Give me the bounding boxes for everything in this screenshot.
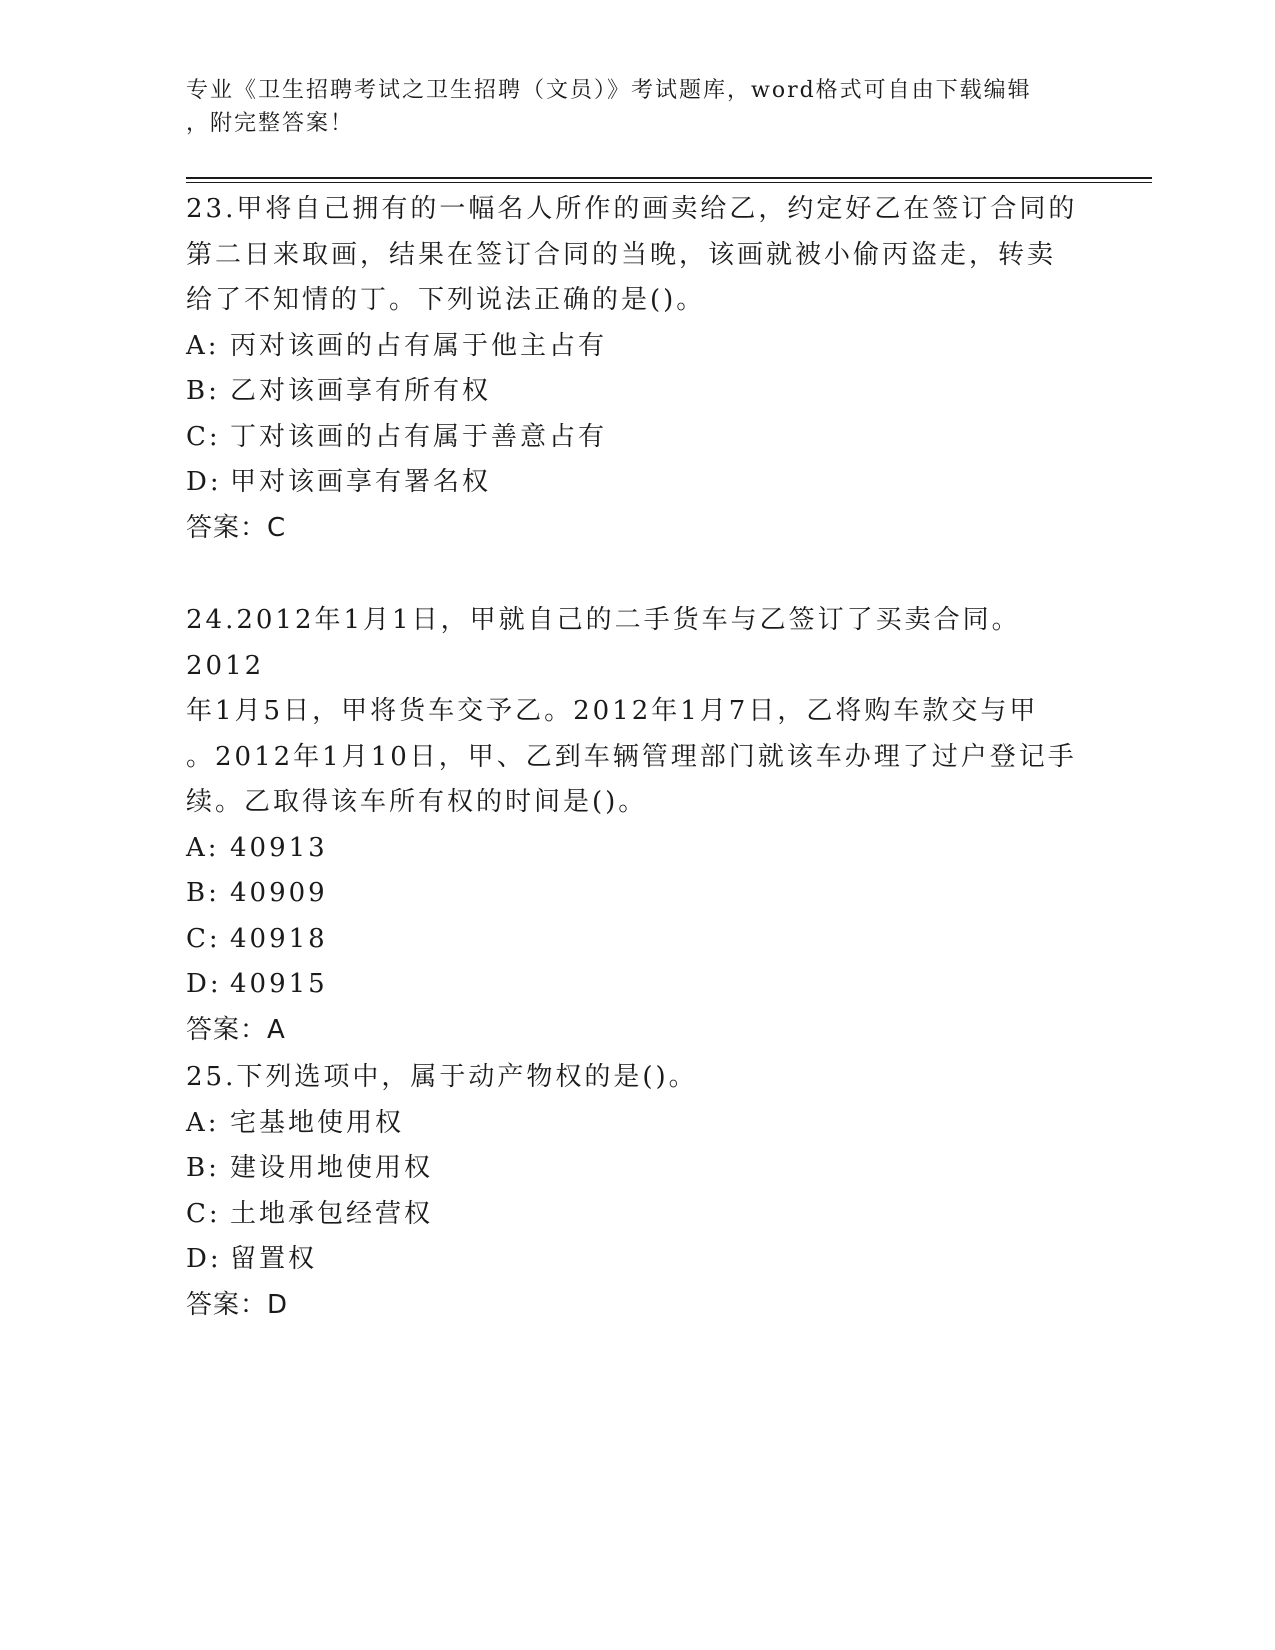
option-text: 建设用地使用权 [230, 1153, 434, 1183]
option-letter: B: [186, 376, 220, 406]
question-stem-line: 。2012年1月10日，甲、乙到车辆管理部门就该车办理了过户登记手 [186, 741, 1077, 772]
option-text: 甲对该画享有署名权 [230, 467, 492, 497]
header-line-2: ，附完整答案！ [186, 111, 355, 136]
question-stem-line: 年1月5日，甲将货车交予乙。2012年1月7日，乙将购车款交与甲 [186, 696, 1039, 726]
option-letter: B: [186, 878, 220, 908]
option-text: 40918 [230, 923, 328, 954]
option-letter: C: [186, 923, 221, 954]
option-b [186, 871, 1086, 917]
question-stem-line: 给了不知情的丁。下列说法正确的是()。 [186, 285, 706, 315]
option-letter: D: [186, 969, 222, 999]
question-23 [186, 187, 1086, 551]
option-c [186, 917, 1086, 963]
option-d [186, 1237, 1086, 1283]
option-letter: B: [186, 1153, 220, 1183]
question-25 [186, 1055, 1086, 1328]
header-divider-thick [186, 177, 1152, 179]
option-letter: A: [186, 832, 220, 863]
option-c [186, 415, 1086, 461]
option-text: 丙对该画的占有属于他主占有 [230, 330, 608, 361]
option-d [186, 962, 1086, 1008]
question-stem-line: 24.2012年1月1日，甲就自己的二手货车与乙签订了买卖合同。2012 [186, 605, 1021, 681]
option-letter: A: [186, 330, 220, 361]
option-text: 土地承包经营权 [230, 1198, 434, 1229]
option-letter: D: [186, 1244, 222, 1274]
question-24 [186, 598, 1086, 1053]
option-letter: C: [186, 1198, 221, 1229]
question-stem-line: 续。乙取得该车所有权的时间是()。 [186, 787, 648, 817]
option-text: 40915 [230, 969, 328, 999]
question-stem-line: 23.甲将自己拥有的一幅名人所作的画卖给乙，约定好乙在签订合同的 [186, 194, 1078, 224]
option-d [186, 460, 1086, 506]
header-line-1: 专业《卫生招聘考试之卫生招聘（文员）》考试题库，word格式可自由下载编辑 [186, 78, 1032, 103]
option-text: 乙对该画享有所有权 [230, 376, 492, 406]
option-letter: C: [186, 421, 221, 452]
answer-line: 答案：A [186, 1014, 286, 1045]
option-letter: D: [186, 467, 222, 497]
option-text: 丁对该画的占有属于善意占有 [230, 421, 608, 452]
option-b [186, 369, 1086, 415]
option-text: 40909 [230, 878, 328, 908]
option-c [186, 1192, 1086, 1238]
answer-line: 答案：C [186, 512, 287, 543]
answer-line: 答案：D [186, 1289, 289, 1320]
document-header [186, 74, 1066, 140]
option-b [186, 1146, 1086, 1192]
option-a [186, 324, 1086, 370]
question-stem-line: 25.下列选项中，属于动产物权的是()。 [186, 1062, 698, 1092]
option-a [186, 1101, 1086, 1147]
question-stem-line: 第二日来取画，结果在签订合同的当晚，该画就被小偷丙盗走，转卖 [186, 239, 1057, 270]
option-text: 留置权 [230, 1244, 318, 1274]
header-divider-thin [186, 182, 1152, 183]
option-a [186, 826, 1086, 872]
option-text: 40913 [230, 832, 328, 863]
option-text: 宅基地使用权 [230, 1107, 405, 1138]
option-letter: A: [186, 1107, 220, 1138]
